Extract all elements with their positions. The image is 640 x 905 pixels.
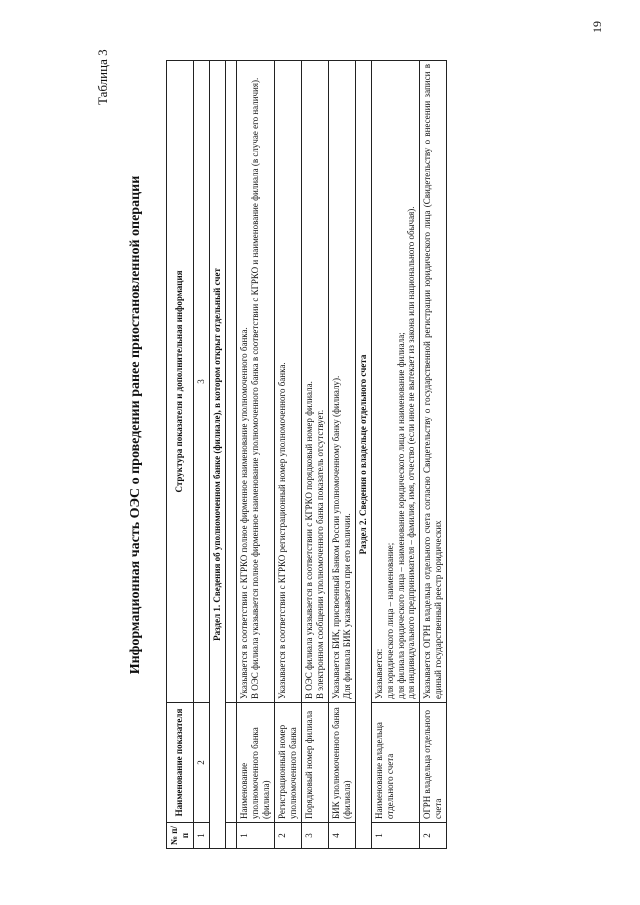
description-line: Для филиала БИК указывается при его наличии.: [341, 513, 352, 699]
description-line: для индивидуального предпринимателя – фамилия, имя, отчество (если иное не вытекает из закона или национального обычая).: [406, 206, 417, 699]
row-number: 3: [301, 823, 328, 849]
description-line: Указывается:: [373, 648, 384, 699]
description-line: Указывается в соответствии с КГРКО регистрационный номер уполномоченного банка.: [276, 362, 287, 699]
description-line: для филиала юридического лица – наименование юридического лица и наименование филиала;: [395, 332, 406, 699]
description-line: Указывается в соответствии с КГРКО полное фирменное наименование уполномоченного банка.: [238, 327, 249, 699]
header-row: [167, 61, 194, 849]
row-description: [236, 61, 274, 703]
description-line: В электронном сообщении уполномоченного банка показатель отсутствует.: [314, 409, 325, 699]
description-line: для юридического лица – наименование;: [384, 542, 395, 699]
row-name: ОГРН владельца отдельного счета: [420, 703, 447, 823]
table-row: [236, 61, 274, 849]
info-table: [166, 60, 447, 849]
row-number: 1: [236, 823, 274, 849]
description-line: Указывается ОГРН владельца отдельного счета согласно Свидетельству о государственной регистрации юридического лица (Свидетельству о внесении записи в единый государственный реестр юридических: [422, 64, 444, 699]
table-row: [420, 61, 447, 849]
page-number: 19: [590, 21, 604, 33]
table-row: [274, 61, 301, 849]
column-number: 3: [193, 61, 209, 703]
row-name: БИК уполномоченного банка (филиала): [328, 703, 355, 823]
section-1-title: Раздел 1. Сведения об уполномоченном банке (филиале), в котором открыт отдельный счет: [209, 61, 225, 849]
row-number: 1: [371, 823, 420, 849]
row-number: 2: [420, 823, 447, 849]
description-line: В ОЭС филиала указывается полное фирменное наименование уполномоченного банка в соответствии с КГРКО и наименование филиала (в случае его наличия).: [249, 77, 260, 699]
table-row: [328, 61, 355, 849]
table-row: [371, 61, 420, 849]
section-2-header: [355, 61, 371, 849]
header-num: № п/п: [167, 823, 194, 849]
section-1-header: [209, 61, 225, 849]
table-row: [301, 61, 328, 849]
row-description: [274, 61, 301, 703]
row-name: Наименование владельца отдельного счета: [371, 703, 420, 823]
table-label: Таблица 3: [95, 49, 110, 105]
section-2-title: Раздел 2. Сведения о владельце отдельного счета: [355, 61, 371, 849]
page-title: Информационная часть ОЭС о проведении ранее приостановленной операции: [128, 175, 143, 675]
row-number: 2: [274, 823, 301, 849]
row-name: Наименование уполномоченного банка (филиала): [236, 703, 274, 823]
row-name: Порядковый номер филиала: [301, 703, 328, 823]
header-name: Наименование показателя: [167, 703, 194, 823]
row-name: Регистрационный номер уполномоченного банка: [274, 703, 301, 823]
description-line: Указывается БИК, присвоенный Банком России уполномоченному банку (филиалу).: [330, 375, 341, 699]
row-description: [371, 61, 420, 703]
header-structure: Структура показателя и дополнительная информация: [167, 61, 194, 703]
row-description: [420, 61, 447, 703]
row-number: 4: [328, 823, 355, 849]
description-line: В ОЭС филиала указывается в соответствии с КГРКО порядковый номер филиала.: [303, 381, 314, 699]
column-number: 2: [193, 703, 209, 823]
row-description: [328, 61, 355, 703]
row-description: [301, 61, 328, 703]
column-number-row: [193, 61, 209, 849]
row-spacer: [225, 61, 236, 849]
column-number: 1: [193, 823, 209, 849]
